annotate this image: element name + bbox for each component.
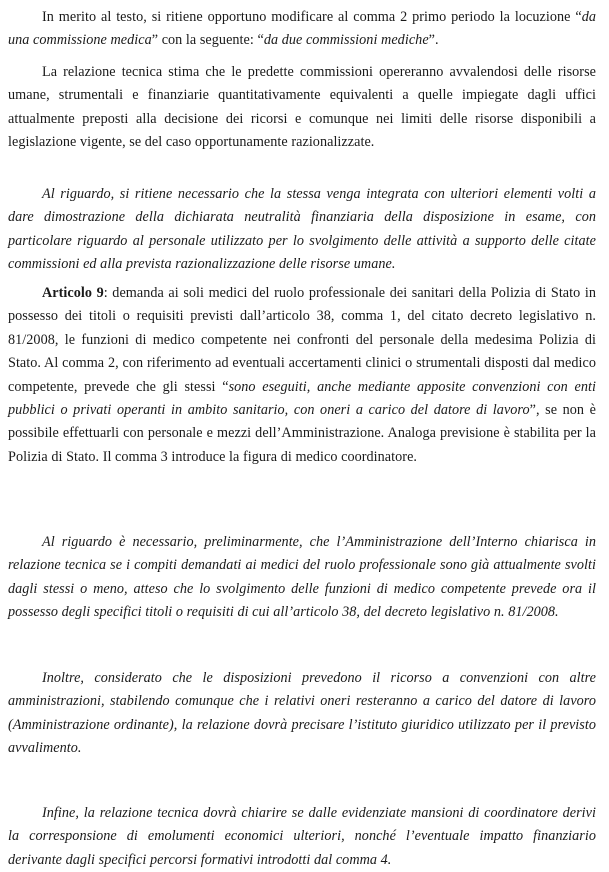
paragraph-text: : demanda ai soli medici del ruolo professionale dei sanitari della Polizia di Stato in possesso dei titoli o requisiti previsti dall’articolo 38, comma 1, del citato decreto legislativo n. 81/2008, le funzioni di medico competente nei confronti del personale della medesima Polizia di Stato. Al comma 2, con riferimento ad eventuali accertamenti clinici o strumentali disposti dal medico competente, prevede che gli stessi “ — [8, 285, 596, 395]
paragraph-al-riguardo-medici: Al riguardo è necessario, preliminarmente, che l’Amministrazione dell’Interno chiarisca in relazione tecnica se i compiti demandati ai medici del ruolo professionale sono già attualmente svolti dagli stessi o meno, atteso che lo svolgimento delle funzioni di medico competente prevede ora il possesso degli specifici titoli o requisiti di cui all’articolo 38, del decreto legislativo n. 81/2008. — [8, 534, 596, 621]
paragraph-infine-coordinatore: Infine, la relazione tecnica dovrà chiarire se dalle evidenziate mansioni di coordinatore derivi la corresponsione di emolumenti economici ulteriori, nonché l’eventuale impatto finanziario derivante dagli specifici percorsi formativi introdotti dal comma 4. — [8, 805, 596, 868]
paragraph-text: ”, se non è possibile effettuarli con personale e mezzi dell’Amministrazione. Analoga previsione è stabilita per la Polizia di Stato. Il comma 3 introduce la figura di medico coordinatore. — [8, 402, 596, 465]
paragraph-relazione-tecnica: La relazione tecnica stima che le predette commissioni opereranno avvalendosi delle risorse umane, strumentali e finanziarie quantitativamente equivalenti a quelle impiegate dagli uffici attualmente preposti alla decisione dei ricorsi e comunque nei limiti delle risorse disponibili a legislazione vigente, se del caso opportunamente razionalizzate. — [8, 64, 596, 151]
paragraph-al-riguardo-commissioni: Al riguardo, si ritiene necessario che la stessa venga integrata con ulteriori elementi volti a dare dimostrazione della dichiarata neutralità finanziaria della disposizione in esame, con particolare riguardo al personale utilizzato per lo svolgimento delle attività a supporto delle citate commissioni ed alla prevista razionalizzazione delle risorse umane. — [8, 186, 596, 273]
quoted-phrase-original: da una commissione medica — [8, 9, 596, 49]
quoted-phrase-replacement: da due commissioni mediche — [263, 32, 429, 49]
paragraph-inoltre-convenzioni: Inoltre, considerato che le disposizioni prevedono il ricorso a convenzioni con altre amministrazioni, stabilendo comunque che i relativi oneri resteranno a carico del datore di lavoro (Amministrazione ordinante), la relazione dovrà precisare l’istituto giuridico utilizzato per il previsto avvalimento. — [8, 670, 596, 757]
paragraph-comma-2-amendment — [8, 6, 596, 53]
article-label: Articolo 9 — [42, 285, 104, 301]
paragraph-text: ” con la seguente: “ — [151, 32, 264, 49]
paragraph-text: In merito al testo, si ritiene opportuno modificare al comma 2 primo periodo la locuzione “ — [42, 9, 582, 25]
paragraph-articolo-9 — [8, 282, 596, 469]
quoted-provision: sono eseguiti, anche mediante apposite convenzioni con enti pubblici o privati operanti in ambito sanitario, con oneri a carico del datore di lavoro — [8, 378, 596, 419]
paragraph-text: ”. — [428, 32, 439, 49]
